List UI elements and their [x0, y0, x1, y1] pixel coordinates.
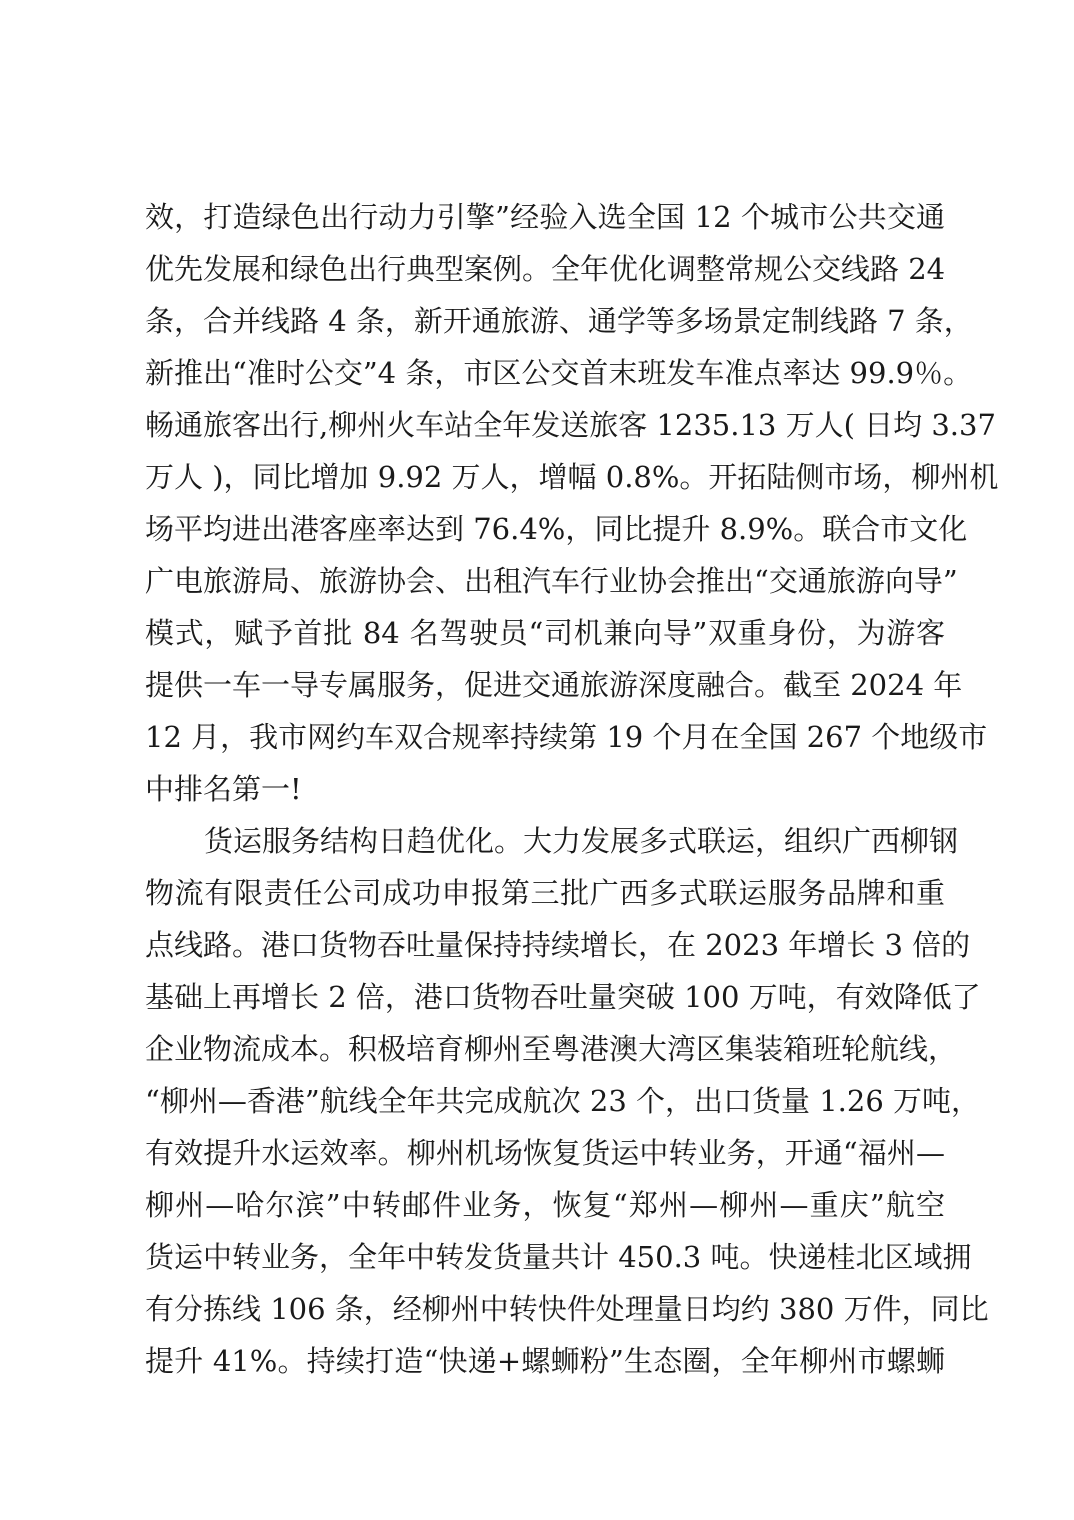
text-line: 条，合并线路 4 条，新开通旅游、通学等多场景定制线路 7 条，: [145, 304, 973, 338]
text-line: 模式，赋予首批 84 名驾驶员“司机兼向导”双重身份，为游客: [145, 616, 945, 650]
text-line: 广电旅游局、旅游协会、出租汽车行业协会推出“交通旅游向导”: [145, 564, 958, 598]
text-line: 提供一车一导专属服务，促进交通旅游深度融合。截至 2024 年: [145, 668, 963, 702]
text-line: 点线路。港口货物吞吐量保持持续增长，在 2023 年增长 3 倍的: [145, 928, 971, 962]
text-line: 12 月，我市网约车双合规率持续第 19 个月在全国 267 个地级市: [145, 720, 988, 754]
text-line: 畅通旅客出行,柳州火车站全年发送旅客 1235.13 万人( 日均 3.37: [145, 408, 996, 442]
text-line: 有分拣线 106 条，经柳州中转快件处理量日均约 380 万件，同比: [145, 1292, 989, 1326]
text-line: 万人 )，同比增加 9.92 万人，增幅 0.8%。开拓陆侧市场，柳州机: [145, 460, 999, 494]
text-line: 企业物流成本。积极培育柳州至粤港澳大湾区集装箱班轮航线，: [145, 1032, 958, 1066]
text-line: 货运中转业务，全年中转发货量共计 450.3 吨。快递桂北区域拥: [145, 1240, 972, 1274]
text-line: 提升 41%。持续打造“快递+螺蛳粉”生态圈，全年柳州市螺蛳: [145, 1344, 945, 1378]
text-line: 场平均进出港客座率达到 76.4%，同比提升 8.9%。联合市文化: [145, 512, 968, 546]
text-line: 物流有限责任公司成功申报第三批广西多式联运服务品牌和重: [145, 876, 945, 910]
paragraph-first-line: 货运服务结构日趋优化。大力发展多式联运，组织广西柳钢: [204, 824, 959, 858]
text-line: 优先发展和绿色出行典型案例。全年优化调整常规公交线路 24: [145, 252, 946, 286]
text-line: 新推出“准时公交”4 条，市区公交首末班发车准点率达 99.9％。: [145, 356, 973, 390]
text-line: 有效提升水运效率。柳州机场恢复货运中转业务，开通“福州—: [145, 1136, 945, 1170]
text-line: 基础上再增长 2 倍，港口货物吞吐量突破 100 万吨，有效降低了: [145, 980, 981, 1014]
text-line: 中排名第一!: [145, 772, 302, 806]
text-line: “柳州—香港”航线全年共完成航次 23 个，出口货量 1.26 万吨，: [145, 1084, 980, 1118]
text-line: 柳州—哈尔滨”中转邮件业务，恢复“郑州—柳州—重庆”航空: [145, 1188, 945, 1222]
text-line: 效，打造绿色出行动力引擎”经验入选全国 12 个城市公共交通: [145, 200, 945, 234]
